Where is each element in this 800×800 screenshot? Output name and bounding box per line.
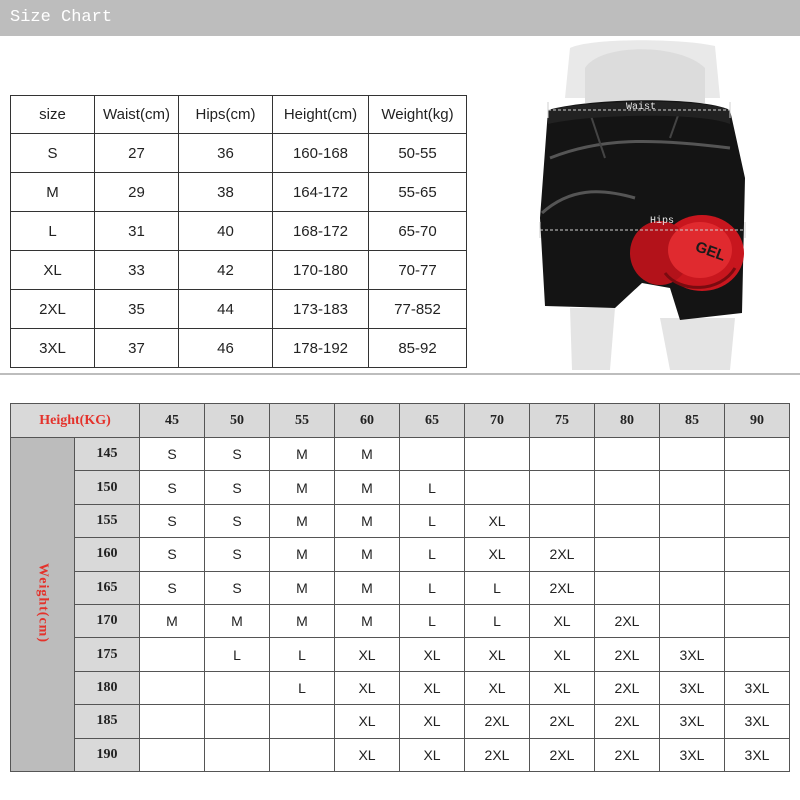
matrix-cell [595, 538, 660, 571]
matrix-cell: M [270, 471, 335, 504]
matrix-corner-label: Height(KG) [11, 404, 140, 438]
matrix-cell [205, 738, 270, 771]
matrix-cell: 2XL [530, 571, 595, 604]
matrix-row-header: 155 [75, 504, 140, 537]
matrix-cell: XL [400, 638, 465, 671]
matrix-cell [660, 471, 725, 504]
matrix-cell: 3XL [660, 705, 725, 738]
size-table-cell: 44 [179, 290, 273, 329]
matrix-cell: 3XL [725, 705, 790, 738]
table-row [11, 504, 790, 537]
size-table-cell: 170-180 [273, 251, 369, 290]
matrix-cell: L [400, 538, 465, 571]
matrix-cell: 2XL [465, 705, 530, 738]
page-title: Size Chart [0, 0, 800, 36]
matrix-cell: XL [400, 738, 465, 771]
matrix-cell: L [270, 638, 335, 671]
size-table-cell: 40 [179, 212, 273, 251]
matrix-cell: XL [465, 538, 530, 571]
matrix-cell: 3XL [660, 638, 725, 671]
matrix-cell: M [140, 604, 205, 637]
matrix-cell: 3XL [660, 738, 725, 771]
matrix-cell [595, 471, 660, 504]
matrix-cell [530, 504, 595, 537]
matrix-cell: S [140, 438, 205, 471]
matrix-axis-label: Weight(cm) [35, 562, 51, 643]
matrix-cell [595, 504, 660, 537]
matrix-cell [725, 438, 790, 471]
matrix-cell: S [140, 471, 205, 504]
matrix-cell: M [335, 604, 400, 637]
table-row [11, 329, 467, 368]
size-table-cell: 173-183 [273, 290, 369, 329]
matrix-cell: XL [335, 671, 400, 704]
matrix-cell: S [140, 538, 205, 571]
matrix-cell: M [270, 538, 335, 571]
matrix-cell [725, 538, 790, 571]
hips-measure-label: Hips [650, 216, 675, 227]
matrix-cell [530, 438, 595, 471]
matrix-cell: 3XL [725, 738, 790, 771]
matrix-cell [530, 471, 595, 504]
matrix-cell: 2XL [595, 604, 660, 637]
table-row [11, 438, 790, 471]
table-row [11, 604, 790, 637]
matrix-cell: XL [335, 638, 400, 671]
matrix-cell: 2XL [595, 738, 660, 771]
matrix-cell: 3XL [725, 671, 790, 704]
matrix-cell: 2XL [465, 738, 530, 771]
matrix-column-header: 60 [335, 404, 400, 438]
matrix-cell [140, 738, 205, 771]
matrix-cell: M [270, 604, 335, 637]
matrix-cell [660, 438, 725, 471]
matrix-row-header: 170 [75, 604, 140, 637]
matrix-cell: XL [335, 705, 400, 738]
matrix-row-header: 185 [75, 705, 140, 738]
matrix-cell: XL [400, 705, 465, 738]
size-table-cell: XL [11, 251, 95, 290]
size-table-header-cell: Waist(cm) [95, 96, 179, 134]
matrix-cell [660, 538, 725, 571]
matrix-cell: 2XL [530, 738, 595, 771]
size-table-cell: M [11, 173, 95, 212]
size-table-cell: 77-852 [369, 290, 467, 329]
size-table-cell: S [11, 134, 95, 173]
size-table-cell: 33 [95, 251, 179, 290]
table-row [11, 638, 790, 671]
matrix-cell: L [400, 504, 465, 537]
matrix-column-header: 65 [400, 404, 465, 438]
matrix-cell [725, 638, 790, 671]
matrix-column-header: 55 [270, 404, 335, 438]
matrix-cell [140, 705, 205, 738]
product-photo [530, 38, 792, 370]
matrix-cell [140, 671, 205, 704]
matrix-cell: M [335, 504, 400, 537]
matrix-row-header: 165 [75, 571, 140, 604]
matrix-row-header: 160 [75, 538, 140, 571]
matrix-cell [270, 705, 335, 738]
size-table-cell: 36 [179, 134, 273, 173]
size-table-cell: 38 [179, 173, 273, 212]
matrix-cell: S [205, 538, 270, 571]
matrix-cell [660, 604, 725, 637]
matrix-cell: L [465, 604, 530, 637]
size-table-cell: L [11, 212, 95, 251]
matrix-cell [660, 571, 725, 604]
size-table-cell: 35 [95, 290, 179, 329]
table-row [11, 212, 467, 251]
matrix-cell: M [335, 438, 400, 471]
size-table-cell: 50-55 [369, 134, 467, 173]
matrix-cell: XL [465, 504, 530, 537]
matrix-row-header: 175 [75, 638, 140, 671]
size-matrix-table [10, 403, 790, 772]
matrix-cell [660, 504, 725, 537]
section-divider [0, 373, 800, 375]
waist-measure-label: Waist [626, 102, 657, 113]
table-row [11, 471, 790, 504]
size-table-cell: 55-65 [369, 173, 467, 212]
table-row [11, 671, 790, 704]
matrix-cell: 2XL [595, 671, 660, 704]
size-table-cell: 3XL [11, 329, 95, 368]
matrix-cell: S [205, 471, 270, 504]
size-table [10, 95, 467, 368]
matrix-column-header: 90 [725, 404, 790, 438]
size-table-cell: 2XL [11, 290, 95, 329]
matrix-cell [205, 671, 270, 704]
matrix-cell: XL [465, 671, 530, 704]
table-row [11, 571, 790, 604]
matrix-cell [465, 471, 530, 504]
matrix-axis-cell [11, 438, 75, 772]
matrix-cell [725, 571, 790, 604]
matrix-cell [595, 438, 660, 471]
matrix-cell [595, 571, 660, 604]
matrix-cell: XL [400, 671, 465, 704]
matrix-cell: L [400, 471, 465, 504]
size-table-cell: 46 [179, 329, 273, 368]
size-table-cell: 65-70 [369, 212, 467, 251]
matrix-cell [725, 471, 790, 504]
matrix-cell: S [205, 438, 270, 471]
matrix-cell: L [400, 604, 465, 637]
matrix-cell: S [205, 504, 270, 537]
matrix-cell: XL [530, 638, 595, 671]
matrix-row-header: 150 [75, 471, 140, 504]
size-table-cell: 29 [95, 173, 179, 212]
matrix-cell: XL [530, 604, 595, 637]
matrix-column-header: 85 [660, 404, 725, 438]
matrix-cell [140, 638, 205, 671]
size-table-cell: 42 [179, 251, 273, 290]
size-table-cell: 27 [95, 134, 179, 173]
size-table-cell: 168-172 [273, 212, 369, 251]
size-table-header-cell: Weight(kg) [369, 96, 467, 134]
matrix-cell: M [270, 438, 335, 471]
shorts-illustration [530, 38, 792, 370]
table-row [11, 134, 467, 173]
matrix-cell: M [335, 538, 400, 571]
matrix-cell: S [205, 571, 270, 604]
size-table-header-cell: Hips(cm) [179, 96, 273, 134]
matrix-column-header: 75 [530, 404, 595, 438]
size-table-cell: 70-77 [369, 251, 467, 290]
table-row [11, 251, 467, 290]
matrix-cell [725, 604, 790, 637]
gel-pad-text: GEL [693, 238, 728, 265]
matrix-cell: 2XL [595, 638, 660, 671]
matrix-cell: M [270, 504, 335, 537]
matrix-column-header: 45 [140, 404, 205, 438]
table-row [11, 290, 467, 329]
matrix-cell: M [335, 471, 400, 504]
matrix-row-header: 180 [75, 671, 140, 704]
matrix-cell: M [335, 571, 400, 604]
matrix-cell: 2XL [595, 705, 660, 738]
size-table-header [11, 96, 467, 134]
matrix-cell [465, 438, 530, 471]
size-table-cell: 164-172 [273, 173, 369, 212]
table-row [11, 173, 467, 212]
matrix-cell: L [465, 571, 530, 604]
matrix-cell: XL [465, 638, 530, 671]
matrix-cell: L [400, 571, 465, 604]
matrix-column-header: 80 [595, 404, 660, 438]
matrix-cell: L [205, 638, 270, 671]
matrix-cell: S [140, 504, 205, 537]
matrix-cell: M [270, 571, 335, 604]
matrix-cell: L [270, 671, 335, 704]
size-table-cell: 160-168 [273, 134, 369, 173]
size-table-cell: 85-92 [369, 329, 467, 368]
size-table-cell: 31 [95, 212, 179, 251]
table-row [11, 738, 790, 771]
size-table-header-cell: Height(cm) [273, 96, 369, 134]
matrix-cell: XL [335, 738, 400, 771]
size-table-header-cell: size [11, 96, 95, 134]
table-row [11, 705, 790, 738]
size-table-cell: 178-192 [273, 329, 369, 368]
matrix-cell: XL [530, 671, 595, 704]
matrix-row-header: 190 [75, 738, 140, 771]
matrix-cell: 2XL [530, 705, 595, 738]
matrix-header-row [11, 404, 790, 438]
matrix-column-header: 50 [205, 404, 270, 438]
matrix-cell [725, 504, 790, 537]
table-row [11, 538, 790, 571]
matrix-cell: M [205, 604, 270, 637]
matrix-cell: 3XL [660, 671, 725, 704]
matrix-cell: 2XL [530, 538, 595, 571]
matrix-cell: S [140, 571, 205, 604]
matrix-column-header: 70 [465, 404, 530, 438]
matrix-cell [270, 738, 335, 771]
matrix-cell [205, 705, 270, 738]
size-table-cell: 37 [95, 329, 179, 368]
matrix-row-header: 145 [75, 438, 140, 471]
matrix-cell [400, 438, 465, 471]
